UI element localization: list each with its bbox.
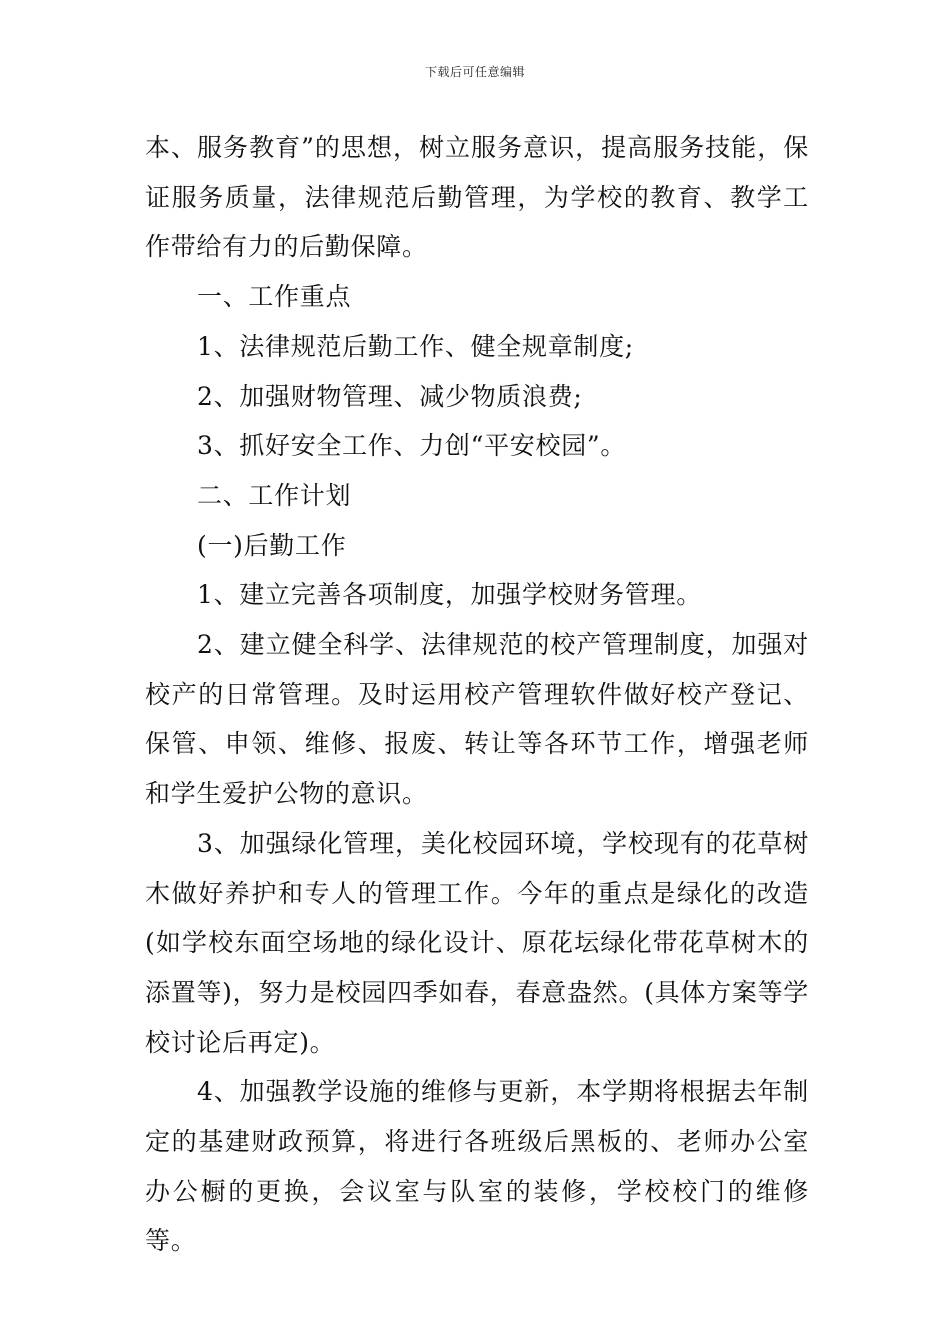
plan-item-1: 1、建立完善各项制度，加强学校财务管理。 <box>197 580 702 610</box>
paragraph-continuation: 本、服务教育”的思想，树立服务意识，提高服务技能，保证服务质量，法律规范后勤管理，为学校的教育、教学工作带给有力的后勤保障。 <box>145 133 809 262</box>
page-header-note: 下载后可任意编辑 <box>424 65 525 79</box>
focus-item-3: 3、抓好安全工作、力创“平安校园”。 <box>197 431 627 461</box>
section-heading-work-plan: 二、工作计划 <box>197 480 352 510</box>
document-body <box>145 123 809 1266</box>
section-heading-work-focus: 一、工作重点 <box>197 282 352 312</box>
focus-item-2: 2、加强财物管理、减少物质浪费; <box>197 381 583 411</box>
subsection-heading-logistics: (一)后勤工作 <box>197 530 347 560</box>
plan-item-4: 4、加强教学设施的维修与更新，本学期将根据去年制定的基建财政预算，将进行各班级后黑板的、老师办公室办公橱的更换，会议室与队室的装修，学校校门的维修等。 <box>145 1077 809 1256</box>
plan-item-3: 3、加强绿化管理，美化校园环境，学校现有的花草树木做好养护和专人的管理工作。今年的重点是绿化的改造(如学校东面空场地的绿化设计、原花坛绿化带花草树木的添置等)，努力是校园四季如春，春意盎然。(具体方案等学校讨论后再定)。 <box>145 828 809 1057</box>
plan-item-2: 2、建立健全科学、法律规范的校产管理制度，加强对校产的日常管理。及时运用校产管理软件做好校产登记、保管、申领、维修、报废、转让等各环节工作，增强老师和学生爱护公物的意识。 <box>145 630 809 809</box>
focus-item-1: 1、法律规范后勤工作、健全规章制度; <box>197 331 634 361</box>
